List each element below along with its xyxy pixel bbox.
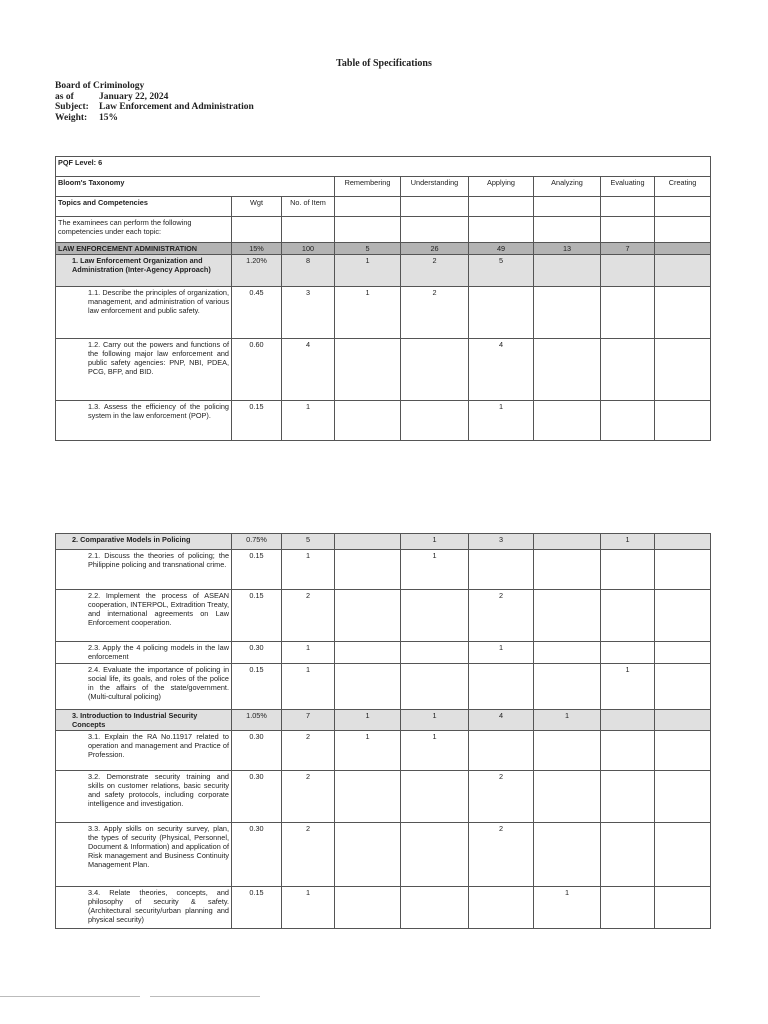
level-cell-applying: 4 xyxy=(469,710,534,731)
weight-label: Weight: xyxy=(55,112,88,123)
subject-label: Subject: xyxy=(55,102,89,112)
empty-cell xyxy=(335,217,401,243)
level-cell-applying: 2 xyxy=(469,771,534,823)
topic-cell: 3.4. Relate theories, concepts, and philosophy of security & safety. (Architectural security/urban planning and physical security) xyxy=(56,887,232,929)
level-cell-creating xyxy=(655,887,711,929)
level-cell-applying xyxy=(469,550,534,590)
page-title: Table of Specifications xyxy=(336,58,432,69)
topic-group-row xyxy=(56,255,711,287)
level-cell-analyzing xyxy=(534,287,601,339)
level-cell-creating xyxy=(655,642,711,664)
item-count-cell: 2 xyxy=(282,823,335,887)
table-body-part-1 xyxy=(56,243,711,441)
item-count-cell: 1 xyxy=(282,887,335,929)
empty-cell xyxy=(469,197,534,217)
empty-cell xyxy=(534,197,601,217)
level-cell-analyzing xyxy=(534,642,601,664)
empty-cell xyxy=(232,217,282,243)
as-of-date: January 22, 2024 xyxy=(99,91,169,102)
level-cell-evaluating xyxy=(601,401,655,441)
empty-cell xyxy=(601,217,655,243)
level-cell-applying: 1 xyxy=(469,401,534,441)
intro-text: The examinees can perform the following competencies under each topic: xyxy=(56,217,232,243)
level-cell-applying xyxy=(469,664,534,710)
weight-cell: 0.30 xyxy=(232,771,282,823)
level-cell-applying: 1 xyxy=(469,642,534,664)
level-cell-creating xyxy=(655,287,711,339)
level-cell-remembering xyxy=(335,771,401,823)
level-cell-analyzing xyxy=(534,401,601,441)
level-cell-remembering xyxy=(335,664,401,710)
item-count-cell: 1 xyxy=(282,550,335,590)
level-cell-remembering xyxy=(335,534,401,550)
level-cell-evaluating xyxy=(601,823,655,887)
weight-cell: 0.30 xyxy=(232,731,282,771)
level-cell-understanding xyxy=(401,887,469,929)
weight-cell: 0.45 xyxy=(232,287,282,339)
level-cell-applying xyxy=(469,287,534,339)
level-cell-analyzing: 1 xyxy=(534,887,601,929)
board-name: Board of Criminology xyxy=(55,81,145,91)
item-count-cell: 100 xyxy=(282,243,335,255)
level-cell-creating xyxy=(655,550,711,590)
level-cell-remembering: 1 xyxy=(335,731,401,771)
level-cell-creating xyxy=(655,823,711,887)
weight-cell: 1.20% xyxy=(232,255,282,287)
weight-cell: 0.60 xyxy=(232,339,282,401)
divider xyxy=(0,996,140,997)
level-cell-analyzing xyxy=(534,590,601,642)
level-cell-analyzing xyxy=(534,255,601,287)
item-count-cell: 2 xyxy=(282,590,335,642)
item-count-cell: 2 xyxy=(282,731,335,771)
level-cell-remembering xyxy=(335,339,401,401)
weight-cell: 0.15 xyxy=(232,887,282,929)
competency-row xyxy=(56,823,711,887)
topic-cell: 2.2. Implement the process of ASEAN cooperation, INTERPOL, Extradition Treaty, and international agreements on Law Enforcement cooperation. xyxy=(56,590,232,642)
level-cell-remembering: 1 xyxy=(335,287,401,339)
topic-cell: 1.3. Assess the efficiency of the policing system in the law enforcement (POP). xyxy=(56,401,232,441)
topic-cell: 3.1. Explain the RA No.11917 related to operation and management and Practice of Profession. xyxy=(56,731,232,771)
item-count-cell: 1 xyxy=(282,401,335,441)
weight-cell: 0.30 xyxy=(232,823,282,887)
empty-cell xyxy=(601,197,655,217)
document-header xyxy=(55,81,254,123)
level-header-remembering: Remembering xyxy=(335,177,401,197)
blooms-taxonomy-label: Bloom's Taxonomy xyxy=(56,177,335,197)
level-cell-analyzing xyxy=(534,731,601,771)
level-cell-understanding: 1 xyxy=(401,710,469,731)
item-count-cell: 2 xyxy=(282,771,335,823)
level-cell-understanding xyxy=(401,771,469,823)
pqf-level: PQF Level: 6 xyxy=(56,157,711,177)
level-cell-analyzing: 13 xyxy=(534,243,601,255)
level-cell-remembering xyxy=(335,642,401,664)
item-count-cell: 1 xyxy=(282,664,335,710)
level-cell-evaluating: 7 xyxy=(601,243,655,255)
empty-cell xyxy=(655,197,711,217)
weight-cell: 1.05% xyxy=(232,710,282,731)
level-cell-remembering: 1 xyxy=(335,710,401,731)
level-cell-applying xyxy=(469,731,534,771)
topic-cell: 2. Comparative Models in Policing xyxy=(56,534,232,550)
topic-cell: LAW ENFORCEMENT ADMINISTRATION xyxy=(56,243,232,255)
level-cell-creating xyxy=(655,731,711,771)
level-cell-understanding xyxy=(401,339,469,401)
level-cell-remembering xyxy=(335,590,401,642)
item-count-cell: 8 xyxy=(282,255,335,287)
level-cell-applying: 4 xyxy=(469,339,534,401)
competency-row xyxy=(56,401,711,441)
items-header: No. of Item xyxy=(282,197,335,217)
level-cell-creating xyxy=(655,771,711,823)
level-cell-evaluating xyxy=(601,339,655,401)
topic-group-row xyxy=(56,710,711,731)
weight-cell: 0.15 xyxy=(232,401,282,441)
level-cell-analyzing xyxy=(534,534,601,550)
level-cell-evaluating xyxy=(601,287,655,339)
level-cell-remembering: 1 xyxy=(335,255,401,287)
level-cell-analyzing xyxy=(534,823,601,887)
weight-cell: 0.15 xyxy=(232,590,282,642)
competency-row xyxy=(56,731,711,771)
empty-cell xyxy=(401,217,469,243)
empty-cell xyxy=(655,217,711,243)
level-cell-evaluating: 1 xyxy=(601,664,655,710)
topic-cell: 1.1. Describe the principles of organization, management, and administration of various law enforcement and public safety. xyxy=(56,287,232,339)
item-count-cell: 7 xyxy=(282,710,335,731)
level-cell-understanding: 26 xyxy=(401,243,469,255)
level-cell-applying: 49 xyxy=(469,243,534,255)
level-cell-understanding: 2 xyxy=(401,287,469,339)
level-cell-evaluating xyxy=(601,255,655,287)
level-header-applying: Applying xyxy=(469,177,534,197)
level-cell-evaluating xyxy=(601,590,655,642)
level-cell-applying: 2 xyxy=(469,590,534,642)
item-count-cell: 1 xyxy=(282,642,335,664)
item-count-cell: 4 xyxy=(282,339,335,401)
level-cell-understanding: 1 xyxy=(401,550,469,590)
empty-cell xyxy=(469,217,534,243)
level-cell-creating xyxy=(655,255,711,287)
topic-cell: 1.2. Carry out the powers and functions of the following major law enforcement and public safety agencies: PNP, NBI, PDEA, PCG, BFP, and BID. xyxy=(56,339,232,401)
topic-cell: 2.3. Apply the 4 policing models in the law enforcement xyxy=(56,642,232,664)
level-header-creating: Creating xyxy=(655,177,711,197)
level-cell-applying: 2 xyxy=(469,823,534,887)
item-count-cell: 3 xyxy=(282,287,335,339)
competency-row xyxy=(56,590,711,642)
weight-cell: 0.15 xyxy=(232,664,282,710)
empty-cell xyxy=(401,197,469,217)
level-cell-evaluating xyxy=(601,887,655,929)
level-cell-evaluating xyxy=(601,771,655,823)
level-cell-understanding: 1 xyxy=(401,534,469,550)
level-cell-creating xyxy=(655,534,711,550)
item-count-cell: 5 xyxy=(282,534,335,550)
as-of-label: as of xyxy=(55,91,74,102)
level-header-understanding: Understanding xyxy=(401,177,469,197)
level-cell-applying: 3 xyxy=(469,534,534,550)
competency-row xyxy=(56,642,711,664)
level-cell-evaluating xyxy=(601,642,655,664)
subject-value: Law Enforcement and Administration xyxy=(99,102,254,112)
topic-cell: 1. Law Enforcement Organization and Administration (Inter-Agency Approach) xyxy=(56,255,232,287)
divider xyxy=(150,996,260,997)
topic-cell: 3. Introduction to Industrial Security Concepts xyxy=(56,710,232,731)
level-cell-creating xyxy=(655,590,711,642)
level-cell-understanding: 1 xyxy=(401,731,469,771)
weight-value: 15% xyxy=(99,112,118,123)
empty-cell xyxy=(282,217,335,243)
level-cell-creating xyxy=(655,243,711,255)
competency-row xyxy=(56,550,711,590)
weight-cell: 0.15 xyxy=(232,550,282,590)
level-header-analyzing: Analyzing xyxy=(534,177,601,197)
level-cell-analyzing xyxy=(534,550,601,590)
level-cell-applying xyxy=(469,887,534,929)
topic-cell: 3.3. Apply skills on security survey, plan, the types of security (Physical, Personnel, Document & Information) and application of Risk management and Business Continuity Management Plan. xyxy=(56,823,232,887)
topic-group-row xyxy=(56,534,711,550)
level-cell-analyzing xyxy=(534,339,601,401)
empty-cell xyxy=(335,197,401,217)
level-cell-remembering xyxy=(335,887,401,929)
topic-cell: 2.1. Discuss the theories of policing; the Philippine policing and transnational crime. xyxy=(56,550,232,590)
weight-cell: 0.75% xyxy=(232,534,282,550)
level-cell-understanding: 2 xyxy=(401,255,469,287)
summary-row xyxy=(56,243,711,255)
level-cell-remembering xyxy=(335,823,401,887)
level-cell-creating xyxy=(655,339,711,401)
level-cell-remembering: 5 xyxy=(335,243,401,255)
level-cell-evaluating xyxy=(601,731,655,771)
competency-row xyxy=(56,287,711,339)
level-cell-analyzing xyxy=(534,664,601,710)
level-cell-understanding xyxy=(401,823,469,887)
level-cell-applying: 5 xyxy=(469,255,534,287)
empty-cell xyxy=(534,217,601,243)
level-cell-creating xyxy=(655,664,711,710)
level-cell-evaluating xyxy=(601,550,655,590)
competency-row xyxy=(56,887,711,929)
weight-cell: 15% xyxy=(232,243,282,255)
level-cell-analyzing xyxy=(534,771,601,823)
weight-cell: 0.30 xyxy=(232,642,282,664)
level-cell-understanding xyxy=(401,664,469,710)
level-cell-evaluating: 1 xyxy=(601,534,655,550)
wgt-header: Wgt xyxy=(232,197,282,217)
topics-header: Topics and Competencies xyxy=(56,197,232,217)
specification-table-part-1 xyxy=(55,156,711,441)
level-cell-remembering xyxy=(335,401,401,441)
level-header-evaluating: Evaluating xyxy=(601,177,655,197)
level-cell-understanding xyxy=(401,642,469,664)
competency-row xyxy=(56,339,711,401)
level-cell-analyzing: 1 xyxy=(534,710,601,731)
topic-cell: 2.4. Evaluate the importance of policing in social life, its goals, and roles of the police in the affairs of the state/government. (Multi-cultural policing) xyxy=(56,664,232,710)
level-cell-evaluating xyxy=(601,710,655,731)
competency-row xyxy=(56,664,711,710)
level-cell-creating xyxy=(655,401,711,441)
level-cell-understanding xyxy=(401,590,469,642)
level-cell-understanding xyxy=(401,401,469,441)
level-cell-remembering xyxy=(335,550,401,590)
level-cell-creating xyxy=(655,710,711,731)
specification-table-part-2 xyxy=(55,533,711,929)
competency-row xyxy=(56,771,711,823)
topic-cell: 3.2. Demonstrate security training and skills on customer relations, basic security and safety protocols, including corporate intelligence and investigation. xyxy=(56,771,232,823)
table-body-part-2 xyxy=(56,534,711,929)
